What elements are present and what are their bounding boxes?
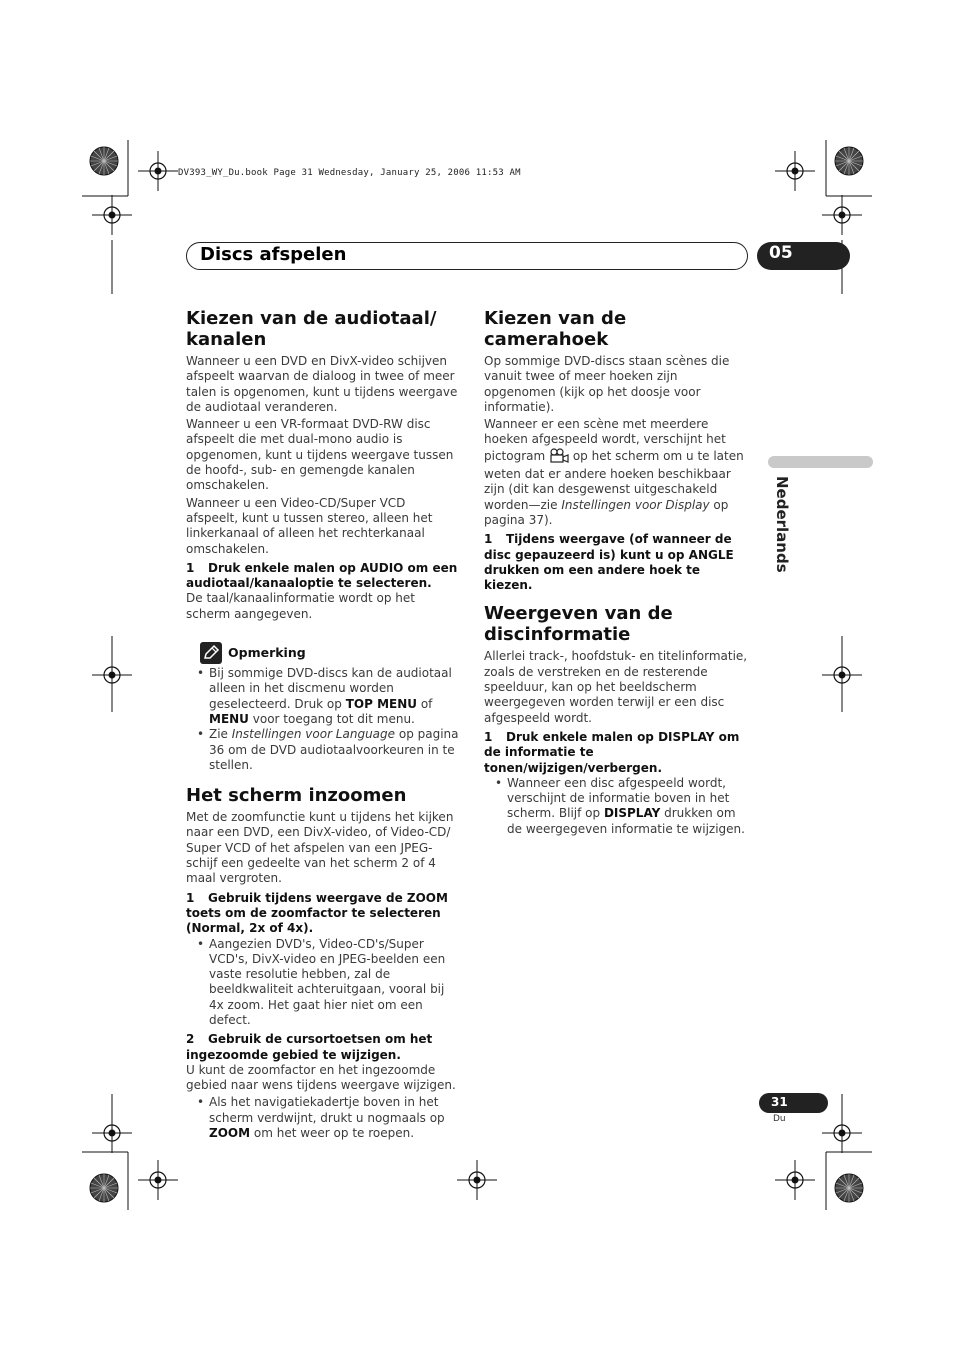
section-title-angle: Kiezen van de camerahoek: [484, 308, 627, 350]
paragraph: Met de zoomfunctie kunt u tijdens het kijken naar een DVD, een DivX-video, of Video-CD/ Super VCD of het afspelen van een JPEG-schijf een gedeelte van het scherm 2 of 4 maal vergroten.: [186, 810, 454, 886]
list-item: • Als het navigatiekadertje boven in het scherm verdwijnt, drukt u nogmaals op ZOOM om het weer op te roepen.: [209, 1095, 461, 1141]
camera-icon: [549, 448, 569, 467]
chapter-title: Discs afspelen: [200, 244, 347, 265]
step-display: 1 Druk enkele malen op DISPLAY om de informatie te tonen/wijzigen/verbergen.: [484, 729, 740, 775]
print-info: DV393_WY_Du.book Page 31 Wednesday, January 25, 2006 11:53 AM: [178, 168, 521, 178]
paragraph: Wanneer u een VR-formaat DVD-RW disc afspeelt die met dual-mono audio is opgenomen, kunt u tijdens weergave tussen de hoofd-, sub- en gemengde kanalen omschakelen.: [186, 417, 454, 493]
list-item: • Bij sommige DVD-discs kan de audiotaal alleen in het discmenu worden geselecteerd. Druk op TOP MENU of MENU voor toegang tot dit menu.: [209, 666, 461, 727]
list-item: • Zie Instellingen voor Language op pagina 36 om de DVD audiotaalvoorkeuren in te stellen.: [209, 727, 461, 773]
step-audio: 1 Druk enkele malen op AUDIO om een audiotaal/kanaaloptie te selecteren.: [186, 560, 458, 591]
paragraph: Op sommige DVD-discs staan scènes die vanuit twee of meer hoeken zijn opgenomen (kijk op het doosje voor informatie).: [484, 354, 730, 414]
paragraph: Wanneer er een scène met meerdere hoeken afgespeeld wordt, verschijnt het pictogram op het scherm om u te laten weten dat er andere hoeken beschikbaar zijn (dit kan desgewenst uitgeschakeld worden—zie Instellingen voor Display op pagina 37).: [484, 417, 744, 527]
step-zoom-cursor: 2 Gebruik de cursortoetsen om het ingezoomde gebied te wijzigen.: [186, 1032, 433, 1062]
left-column: [186, 308, 461, 1141]
list-item: • Wanneer een disc afgespeeld wordt, verschijnt de informatie boven in het scherm. Blijf op DISPLAY drukken om de weergegeven informatie te wijzigen.: [507, 776, 752, 837]
step-description: De taal/kanaalinformatie wordt op het scherm aangegeven.: [186, 591, 415, 621]
section-title-audio: Kiezen van de audiotaal/ kanalen: [186, 308, 437, 350]
paragraph: Wanneer u een DVD en DivX-video schijven afspeelt waarvan de dialoog in twee of meer talen is opgenomen, kunt u tijdens weergave de audiotaal veranderen.: [186, 354, 458, 414]
section-title-disc-info: Weergeven van de discinformatie: [484, 603, 673, 646]
section-title-zoom: Het scherm inzoomen: [186, 785, 407, 807]
note-box: [200, 642, 461, 773]
step-angle: 1 Tijdens weergave (of wanneer de disc gepauzeerd is) kunt u op ANGLE drukken om een andere hoek te kiezen.: [484, 532, 734, 593]
note-title: Opmerking: [228, 645, 306, 661]
paragraph: Allerlei track-, hoofdstuk- en titelinformatie, zoals de verstreken en de resterende speelduur, kan op het beeldscherm weergegeven worden terwijl er een disc afgespeeld wordt.: [484, 649, 748, 725]
list-item: • Aangezien DVD's, Video-CD's/Super VCD's, DivX-video en JPEG-beelden een vaste resolutie hebben, zal de beeldkwaliteit achteruitgaan, vooral bij 4x zoom. Het gaat hier niet om een defect.: [209, 937, 461, 1029]
right-column: [484, 308, 752, 837]
language-label: Nederlands: [773, 476, 791, 573]
chapter-number: 05: [757, 242, 850, 270]
language-tab: [768, 456, 873, 468]
pencil-icon: [200, 642, 222, 664]
paragraph: Wanneer u een Video-CD/Super VCD afspeelt, kunt u tussen stereo, alleen het linkerkanaal of alleen het rechterkanaal omschakelen.: [186, 495, 433, 556]
step-description: U kunt de zoomfactor en het ingezoomde gebied naar wens tijdens weergave wijzigen.: [186, 1062, 456, 1093]
page-language: Du: [773, 1114, 786, 1124]
step-zoom-select: 1 Gebruik tijdens weergave de ZOOM toets om de zoomfactor te selecteren (Normal, 2x of 4x).: [186, 890, 448, 936]
page-number: 31: [759, 1093, 828, 1113]
